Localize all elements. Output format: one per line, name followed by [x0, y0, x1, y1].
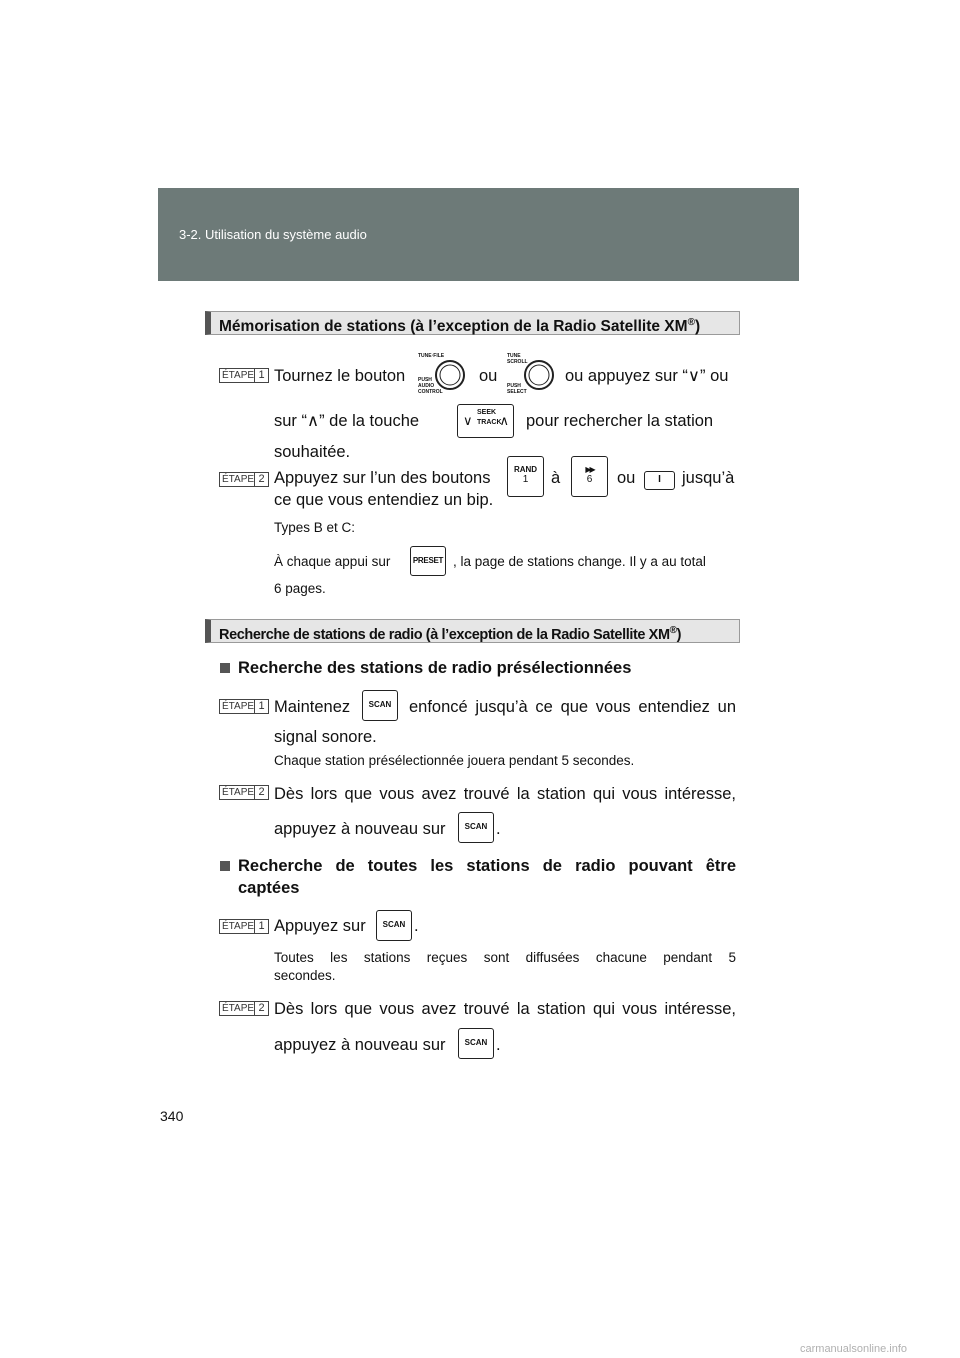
step-badge-2: ÉTAPE 2 — [219, 785, 269, 800]
s3-step2-text-a: Dès lors que vous avez trouvé la station qui vous intéresse, — [274, 1000, 736, 1018]
page-number: 340 — [160, 1108, 184, 1124]
watermark: carmanualsonline.info — [800, 1343, 908, 1355]
header-section-label: 3-2. Utilisation du système audio — [179, 227, 367, 242]
section-title-memorisation: Mémorisation de stations (à l’exception de la Radio Satellite XM®) — [205, 311, 740, 335]
seek-track-button-icon: ∨ SEEK TRACK ∧ — [457, 404, 514, 438]
square-bullet-icon — [220, 861, 230, 871]
step-badge-1: ÉTAPE 1 — [219, 919, 269, 934]
step1-text-e: souhaitée. — [274, 443, 351, 461]
scan-button-icon: SCAN — [458, 812, 494, 843]
tune-scroll-knob-icon: TUNE SCROLL PUSH SELECT — [507, 355, 555, 395]
step2-jusqua: jusqu’à — [682, 469, 735, 487]
note-types: Types B et C: — [274, 520, 356, 535]
note-pages: 6 pages. — [274, 581, 326, 596]
step2-text-a: Appuyez sur l’un des boutons — [274, 469, 491, 487]
step1-text-b: ou appuyez sur “∨” ou — [565, 367, 729, 385]
s2-step1-text-a: Maintenez — [274, 698, 351, 716]
preset-button-icon: PRESET — [410, 546, 446, 576]
s2-step1-note: Chaque station présélectionnée jouera pendant 5 secondes. — [274, 753, 635, 768]
step-badge-2: ÉTAPE 2 — [219, 472, 269, 487]
s3-step1-note-a: Toutes les stations reçues sont diffusées chacune pendant 5 — [274, 950, 736, 965]
step2-a: à — [551, 469, 561, 487]
step-badge-2: ÉTAPE 2 — [219, 1001, 269, 1016]
s2-step2-dot: . — [496, 820, 501, 838]
subheading-preset-search: Recherche des stations de radio présélectionnées — [220, 658, 631, 678]
s2-step1-text-c: signal sonore. — [274, 728, 377, 746]
step1-ou: ou — [479, 367, 498, 385]
step1-text-d: pour rechercher la station — [526, 412, 714, 430]
section-title-recherche: Recherche de stations de radio (à l’exception de la Radio Satellite XM®) — [205, 619, 740, 643]
subheading-all-stations: Recherche de toutes les stations de radio pouvant être captées — [220, 856, 736, 898]
step2-ou: ou — [617, 469, 636, 487]
square-bullet-icon — [220, 663, 230, 673]
s3-step1-dot: . — [414, 917, 419, 935]
step1-text-c: sur “∧” de la touche — [274, 412, 420, 430]
s3-step2-text-b: appuyez à nouveau sur — [274, 1036, 446, 1054]
tune-file-knob-icon: TUNE·FILE PUSH AUDIO CONTROL — [418, 355, 466, 395]
step1-text-a: Tournez le bouton — [274, 367, 406, 385]
step-badge-1: ÉTAPE 1 — [219, 699, 269, 714]
note-preset-a: À chaque appui sur — [274, 554, 391, 569]
scan-button-icon: SCAN — [458, 1028, 494, 1059]
s3-step2-dot: . — [496, 1036, 501, 1054]
scan-button-icon: SCAN — [376, 910, 412, 941]
rand-1-button-icon: RAND 1 — [507, 456, 544, 497]
s3-step1-text-a: Appuyez sur — [274, 917, 366, 935]
fast-forward-6-button-icon: ▶▶ 6 — [571, 456, 608, 497]
step-badge-1: ÉTAPE 1 — [219, 368, 269, 383]
s2-step1-text-b: enfoncé jusqu’à ce que vous entendiez un — [409, 698, 736, 716]
note-preset-b: , la page de stations change. Il y a au total — [453, 554, 706, 569]
s3-step1-note-b: secondes. — [274, 968, 336, 983]
i-button-icon: I — [644, 471, 675, 490]
scan-button-icon: SCAN — [362, 690, 398, 721]
s2-step2-text-b: appuyez à nouveau sur — [274, 820, 446, 838]
s2-step2-text-a: Dès lors que vous avez trouvé la station qui vous intéresse, — [274, 785, 736, 803]
step2-text-b: ce que vous entendiez un bip. — [274, 491, 494, 509]
